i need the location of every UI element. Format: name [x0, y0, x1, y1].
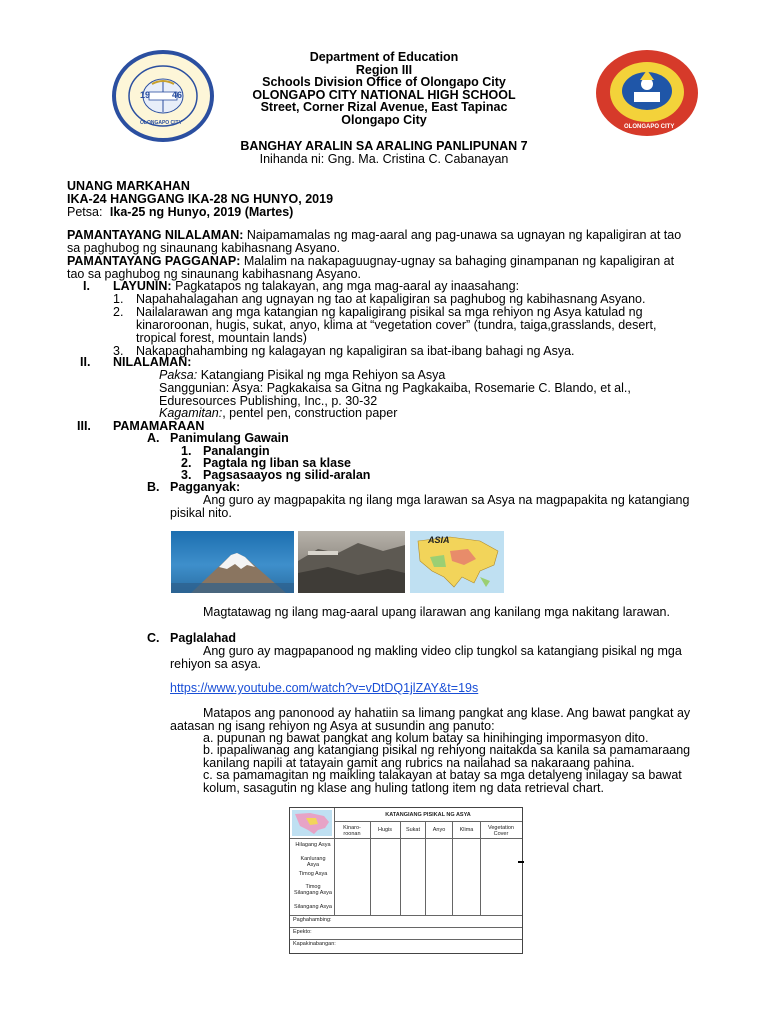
step-b-text: Ang guro ay magpapakita ng ilang mga larawan sa Asya na magpapakita ng katangiang [203, 493, 690, 507]
step-b-letter: B. [147, 480, 160, 494]
chart-map-thumbnail [292, 810, 332, 836]
header-division: Schools Division Office of Olongapo City [262, 75, 506, 90]
instruction-b-cont: kanilang napili at tatayain gamit ang rubrics na nailahad sa nakaraang pahina. [203, 756, 635, 770]
footer-row-label: Paghahambing: [293, 917, 332, 923]
step-c-text: Ang guro ay magpapanood ng makling video clip tungkol sa katangiang pisikal ng mga [203, 644, 682, 658]
school-seal-logo [112, 50, 214, 142]
instruction-a: a. pupunan ng bawat pangkat ang kolum batay sa hinihinging impormasyon dito. [203, 731, 649, 745]
topic-label: Paksa: [159, 368, 198, 382]
reference-line-cont: Eduresources Publishing, Inc., p. 30-32 [159, 394, 378, 408]
deped-logo-inner [610, 62, 684, 122]
reference-line: Sanggunian: Asya: Pagkakaisa sa Gitna ng Pagkakaiba, Rosemarie C. Blando, et al., [159, 381, 631, 395]
column-header: Anyo [432, 827, 446, 833]
activity-text: Pagsasaayos ng silid-aralan [203, 468, 371, 482]
prepared-by: Inihanda ni: Gng. Ma. Cristina C. Cabanayan [259, 152, 509, 166]
deped-logo-bottom-text: OLONGAPO CITY [624, 124, 675, 130]
instruction-c: c. sa pamamagitan ng maikling talakayan at batay sa mga detalyeng inilagay sa bawat [203, 768, 682, 782]
materials-text: , pentel pen, construction paper [222, 406, 398, 420]
row-label: Hilagang Asya [295, 842, 331, 848]
row-label: Timog Silangang Asya [294, 884, 332, 896]
date-value: Ika-25 ng Hunyo, 2019 (Martes) [109, 205, 294, 219]
section1-text: Pagkatapos ng talakayan, ang mga mag-aaral ay inaasahang: [175, 279, 520, 293]
instruction-b: b. ipapaliwanag ang katangiang pisikal ng rehiyong naitakda sa kanila sa pamamaraang [203, 743, 691, 757]
step-b-text-cont: pisikal nito. [170, 506, 232, 520]
quarter-label: UNANG MARKAHAN [67, 179, 190, 193]
seal-year-right: 46 [172, 90, 183, 100]
data-retrieval-chart [289, 807, 523, 954]
week-range: IKA-24 HANGGANG IKA-28 NG HUNYO, 2019 [67, 192, 334, 206]
seal-bottom-text: OLONGAPO CITY [140, 120, 182, 126]
footer-row-label: Epekto: [293, 929, 312, 935]
activity-number: 3. [181, 468, 192, 482]
objective-number: 2. [113, 305, 124, 319]
row-label: Kanlurang Asya [300, 856, 326, 868]
section1-label: LAYUNIN: [113, 279, 172, 293]
activity-text: Pagtala ng liban sa klase [203, 456, 351, 470]
footer-row-label: Kapakinabangan: [293, 941, 336, 947]
landscape-photo [298, 531, 405, 593]
objective-number: 1. [113, 292, 124, 306]
row-label: Silangang Asya [294, 904, 332, 910]
section3-label: PAMAMARAAN [113, 419, 205, 433]
materials-label: Kagamitan: [159, 406, 223, 420]
header-department: Department of Education [309, 50, 459, 64]
date-line [67, 206, 293, 219]
header-region: Region III [355, 62, 413, 77]
performance-standard-text: Malalim na nakapaguugnay-ugnay sa bahaging ginampanan ng kapaligiran at [243, 254, 675, 268]
column-header: Klima [459, 827, 474, 833]
chart-title: KATANGIANG PISIKAL NG ASYA [385, 812, 471, 818]
video-link-line [170, 682, 478, 695]
header-school: OLONGAPO CITY NATIONAL HIGH SCHOOL [252, 87, 516, 102]
column-header: Hugis [377, 827, 393, 833]
lesson-plan-title: BANGHAY ARALIN SA ARALING PANLIPUNAN 7 [240, 139, 528, 153]
section3-number: III. [77, 419, 91, 433]
performance-standard-cont: tao sa paghubog ng sinaunang kabihasnang Asyano. [67, 267, 361, 281]
instructions-para-cont: aatasan ng isang rehiyon ng Asya at susundin ang panuto: [170, 719, 495, 733]
step-c-letter: C. [147, 631, 160, 645]
step-a-title: Panimulang Gawain [170, 431, 289, 445]
date-label: Petsa: [67, 205, 103, 219]
column-header: Vegetation Cover [488, 825, 514, 837]
activity-number: 2. [181, 456, 192, 470]
dash-mark [518, 861, 524, 863]
step-a-letter: A. [147, 431, 160, 445]
objective-text-cont: kinaroroonan, hugis, sukat, anyo, klima at “vegetation cover” (tundra, taiga,grasslands, desert, [136, 318, 657, 332]
content-standard-label: PAMANTAYANG NILALAMAN: [67, 228, 244, 242]
video-link[interactable]: https://www.youtube.com/watch?v=vDtDQ1jlZAY&t=19s [170, 681, 479, 695]
column-header: Sukat [405, 827, 421, 833]
document-header [224, 51, 544, 127]
objective-text: Nailalarawan ang mga katangian ng kapaligirang pisikal sa mga rehiyon ng Asya katulad ng [136, 305, 643, 319]
row-label: Timog Asya [298, 871, 328, 877]
header-city: Olongapo City [341, 112, 427, 127]
step-c-text-cont: rehiyon sa asya. [170, 657, 262, 671]
activity-number: 1. [181, 444, 192, 458]
mountain-photo [171, 531, 294, 593]
objective-number: 3. [113, 344, 124, 358]
header-street: Street, Corner Rizal Avenue, East Tapinac [260, 100, 508, 115]
topic-text: Katangiang Pisikal ng mga Rehiyon sa Asya [200, 368, 446, 382]
instructions-para: Matapos ang panonood ay hahatiin sa limang pangkat ang klase. Ang bawat pangkat ay [203, 706, 691, 720]
deped-division-logo [596, 50, 698, 136]
objective-text-cont: tropical forest, mountain lands) [136, 331, 307, 345]
step-c-title: Paglalahad [170, 631, 236, 645]
section1-number: I. [83, 279, 90, 293]
asia-map-label: ASIA [428, 535, 450, 545]
section2-number: II. [80, 355, 91, 369]
activity-text: Panalangin [203, 444, 270, 458]
performance-standard-label: PAMANTAYANG PAGGANAP: [67, 254, 241, 268]
content-standard-cont: sa paghubog ng sinaunang kabihasnang Asyano. [67, 241, 341, 255]
objective-text: Napahahalagahan ang ugnayan ng tao at kapaligiran sa paghubog ng kabihasnang Asyano. [136, 292, 646, 306]
instruction-c-cont: kolum, sasagutin ng klase ang huling tatlong item ng data retrieval chart. [203, 781, 604, 795]
step-b-title: Pagganyak: [170, 480, 241, 494]
objective-text: Nakapaghahambing ng kalagayan ng kapaligiran sa ibat-ibang bahagi ng Asya. [136, 344, 575, 358]
section2-label: NILALAMAN: [113, 355, 192, 369]
seal-year-left: 19 [140, 90, 151, 100]
content-standard-text: Naipamamalas ng mag-aaral ang pag-unawa sa ugnayan ng kapaligiran at tao [246, 228, 682, 242]
step-b-after: Magtatawag ng ilang mag-aaral upang ilarawan ang kanilang mga nakitang larawan. [203, 605, 670, 619]
asia-map-image [410, 531, 504, 593]
column-header: Kinaro-roonan [343, 825, 361, 837]
